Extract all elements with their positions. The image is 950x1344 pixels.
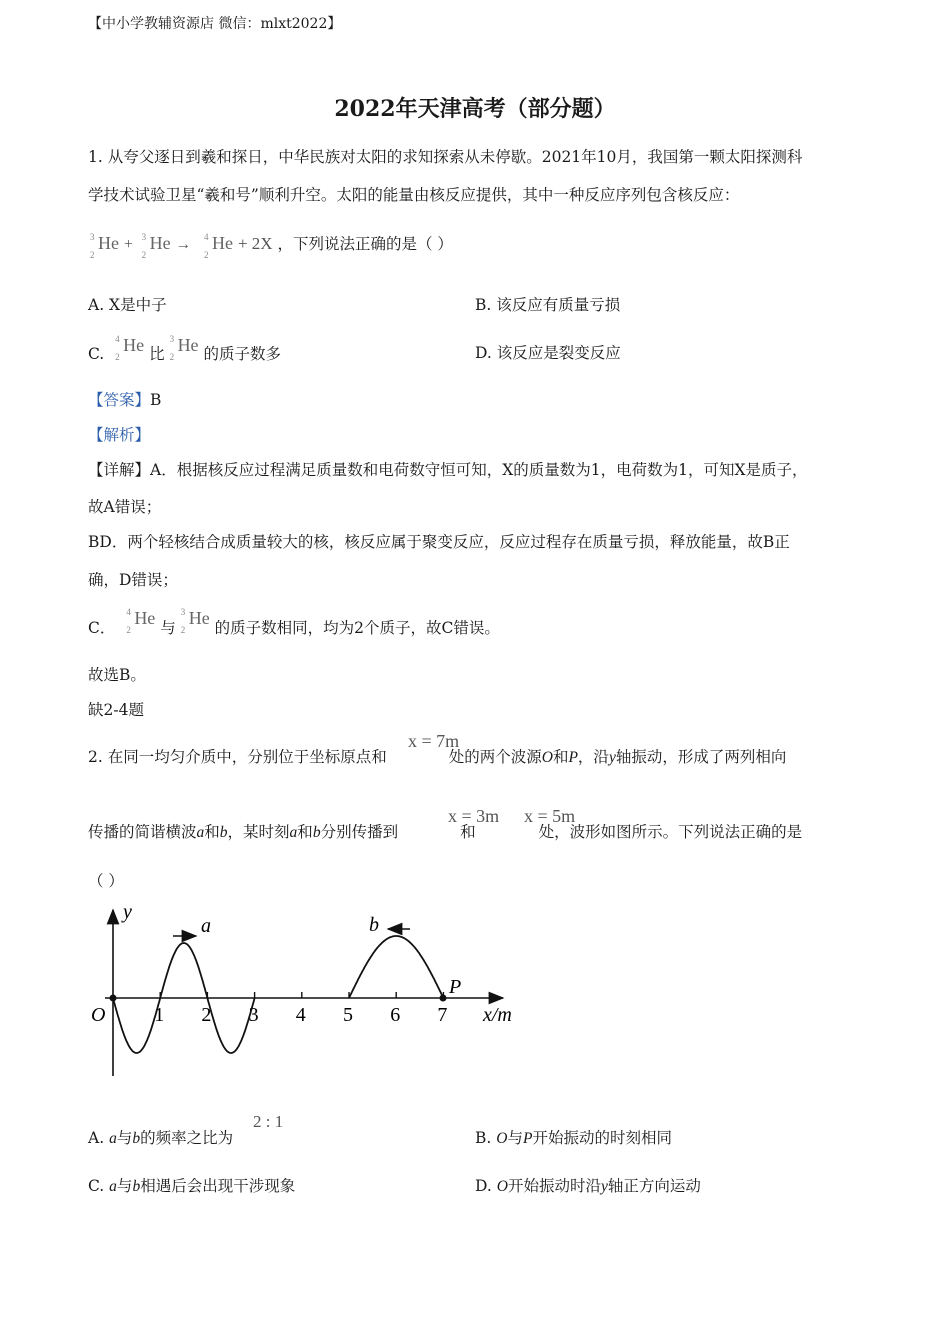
detail-line2: 故A错误； — [88, 498, 162, 516]
isotope-he3 — [169, 334, 199, 362]
isotope-he4 — [204, 232, 233, 260]
text-segment: ，某时刻 — [227, 823, 290, 841]
atomic-number: 2 — [169, 352, 175, 362]
text-segment: 相遇后会出现干涉现象 — [140, 1177, 296, 1195]
wave-figure — [85, 898, 530, 1083]
q2-option-c — [88, 1176, 295, 1197]
x-tick-label: 5 — [343, 1004, 353, 1026]
text-segment: 与 — [116, 1129, 133, 1147]
analysis-label: 【解析】 — [88, 426, 151, 444]
atomic-number: 2 — [204, 250, 209, 260]
q1-option-d: D. 该反应是裂变反应 — [475, 344, 621, 362]
page-title: 2022年天津高考（部分题） — [334, 96, 616, 122]
x-tick-label: 7 — [437, 1004, 448, 1026]
answer-label: 【答案】 — [88, 391, 151, 409]
option-letter: D. — [475, 1177, 492, 1195]
text-segment: 2. 在同一均匀介质中，分别位于坐标原点和 — [88, 748, 387, 766]
x-tick-label: 3 — [248, 1004, 259, 1026]
var-p: P — [522, 1130, 533, 1147]
math-expression: x = 3m — [448, 806, 500, 826]
var-y: y — [608, 749, 616, 766]
text-segment: 开始振动时沿 — [507, 1177, 601, 1195]
text-segment: 与 — [507, 1129, 523, 1147]
var-o: O — [496, 1178, 508, 1195]
detail-line3: BD．两个轻核结合成质量较大的核，核反应属于聚变反应，反应过程存在质量亏损，释放能量，故B正 — [88, 533, 790, 551]
option-letter: A. — [88, 1129, 105, 1147]
element-symbol: He — [177, 335, 199, 355]
option-letter: B. — [475, 1129, 492, 1147]
atomic-number: 2 — [126, 625, 131, 635]
wave-b-label: b — [369, 914, 379, 936]
text-segment: 和 — [460, 823, 476, 841]
var-b: b — [312, 824, 321, 841]
option-letter: C. — [88, 345, 105, 363]
x-tick-label: 1 — [154, 1004, 165, 1026]
atomic-number: 2 — [141, 250, 147, 260]
missing-note: 缺2-4题 — [88, 701, 144, 719]
mass-number: 4 — [115, 334, 120, 344]
plus-2x: + 2X — [237, 234, 273, 253]
q2-stem-line2 — [88, 822, 802, 843]
option-c-tail: 的质子数多 — [203, 345, 282, 363]
atomic-number: 2 — [115, 352, 120, 362]
origin-label: O — [91, 1004, 106, 1026]
mass-number: 3 — [141, 232, 147, 242]
text-segment: 与 — [116, 1177, 133, 1195]
text-segment: ，沿 — [577, 748, 609, 766]
var-a: a — [109, 1178, 117, 1195]
q2-stem-line1 — [88, 747, 786, 768]
q1-option-b: B. 该反应有质量亏损 — [475, 296, 621, 314]
isotope-he3-b — [141, 232, 171, 260]
x-ticks — [154, 992, 447, 1026]
q1-stem-tail: ，下列说法正确的是（ ） — [277, 235, 453, 253]
text-segment: 和 — [552, 748, 569, 766]
answer-line — [88, 390, 161, 410]
mass-number: 3 — [169, 334, 175, 344]
text-segment: 和 — [204, 823, 220, 841]
q1-option-a: A. X是中子 — [88, 296, 167, 314]
text-segment: 的频率之比为 — [140, 1129, 234, 1147]
var-a: a — [196, 824, 205, 841]
conclusion: 故选B。 — [88, 666, 146, 684]
element-symbol: He — [188, 608, 210, 628]
var-b: b — [132, 1178, 141, 1195]
source-p-dot — [440, 995, 447, 1002]
text-segment: 和 — [297, 823, 313, 841]
detail-line5 — [88, 608, 500, 642]
mass-number: 3 — [90, 232, 95, 242]
text-segment: 轴振动，形成了两列相向 — [615, 748, 787, 766]
header-note: 【中小学教辅资源店 微信：mlxt2022】 — [88, 16, 342, 32]
plus-sign: + — [123, 236, 133, 253]
comparison-word: 比 — [149, 345, 165, 363]
atomic-number: 2 — [90, 250, 95, 260]
source-o-dot — [110, 995, 117, 1002]
wave-a-label: a — [201, 915, 211, 937]
isotope-he4 — [126, 607, 156, 635]
atomic-number: 2 — [180, 625, 186, 635]
isotope-he3-a — [90, 232, 119, 260]
q1-option-c — [88, 335, 281, 369]
text-segment: 传播的简谐横波 — [88, 823, 197, 841]
text-segment: 分别传播到 — [320, 823, 399, 841]
var-y: y — [600, 1178, 608, 1195]
isotope-he3 — [180, 607, 210, 635]
q2-paren: （ ） — [88, 872, 124, 890]
x-tick-label: 6 — [390, 1004, 401, 1026]
x-axis-label-text: x/m — [483, 1004, 512, 1026]
q1-stem-line1: 1. 从夸父逐日到羲和探日，中华民族对太阳的求知探索从未停歇。2021年10月，我国第一颗太阳探测科 — [88, 148, 803, 166]
point-p-label: P — [449, 976, 462, 998]
element-symbol: He — [149, 233, 171, 253]
mass-number: 4 — [204, 232, 209, 242]
detail-line4: 确，D错误； — [88, 571, 178, 589]
var-a: a — [289, 824, 298, 841]
option-letter: C． — [88, 619, 116, 637]
var-o: O — [496, 1130, 508, 1147]
q2-option-d — [475, 1176, 701, 1197]
wave-b-curve — [349, 936, 443, 998]
element-symbol: He — [212, 233, 233, 253]
var-b: b — [219, 824, 228, 841]
var-p: P — [568, 749, 578, 766]
isotope-he4 — [115, 334, 145, 362]
q1-stem-line2: 学技术试验卫星“羲和号”顺利升空。太阳的能量由核反应提供，其中一种反应序列包含核反应： — [88, 186, 740, 204]
q2-option-b — [475, 1128, 672, 1149]
text-segment: 轴正方向运动 — [607, 1177, 701, 1195]
text-segment: 处，波形如图所示。下列说法正确的是 — [538, 823, 803, 841]
mass-number: 4 — [126, 607, 131, 617]
element-symbol: He — [123, 335, 145, 355]
x-tick-label: 2 — [201, 1004, 212, 1026]
element-symbol: He — [134, 608, 156, 628]
math-expression: x = 7m — [408, 731, 460, 751]
mass-number: 3 — [180, 607, 186, 617]
y-axis-label: y — [123, 901, 132, 923]
x-tick-label: 4 — [295, 1004, 306, 1026]
conjunction: 与 — [160, 619, 176, 637]
detail-line5-tail: 的质子数相同，均为2个质子，故C错误。 — [214, 619, 500, 637]
detail-line1: 【详解】A．根据核反应过程满足质量数和电荷数守恒可知，X的质量数为1，电荷数为1，可知X是质子， — [88, 461, 808, 479]
q1-equation — [88, 233, 453, 267]
math-expression: x = 5m — [524, 806, 576, 826]
element-symbol: He — [98, 233, 119, 253]
math-expression: 2 : 1 — [253, 1112, 284, 1131]
reaction-arrow: → — [175, 236, 192, 253]
text-segment: 开始振动的时刻相同 — [532, 1129, 672, 1147]
ratio-2-1 — [253, 1112, 283, 1132]
q2-option-a — [88, 1128, 233, 1149]
answer-value: B — [150, 391, 162, 409]
option-letter: C. — [88, 1177, 105, 1195]
text-segment: 处的两个波源 — [448, 748, 542, 766]
x-axis-label — [482, 1004, 512, 1026]
var-a: a — [109, 1130, 117, 1147]
var-o: O — [541, 749, 553, 766]
var-b: b — [132, 1130, 141, 1147]
